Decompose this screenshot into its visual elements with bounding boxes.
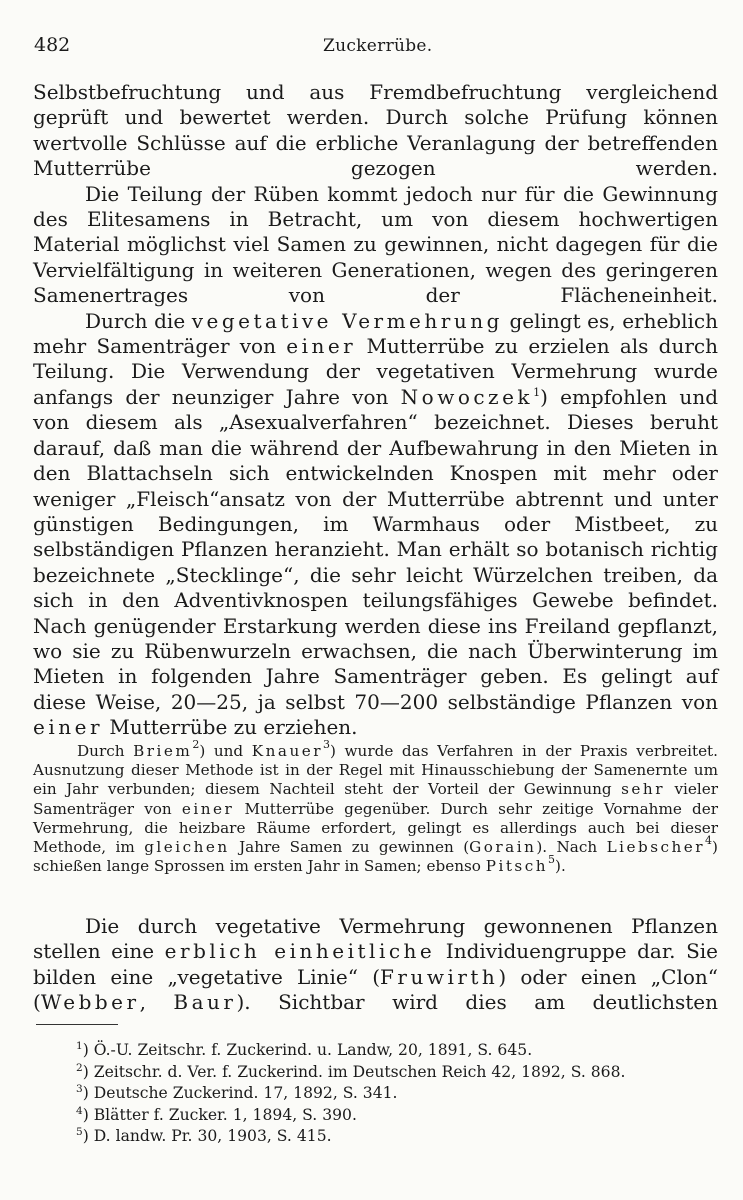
author-name: Pitsch xyxy=(485,857,549,876)
footnote-number: 5 xyxy=(76,1126,83,1139)
footnote-number: 4 xyxy=(76,1104,83,1117)
p3-emphasis: einer xyxy=(33,715,104,740)
footnote-text: ) D. landw. Pr. 30, 1903, S. 415. xyxy=(82,1127,332,1146)
small-text: ) wurde das Verfahren in der Praxis verbreitet. Ausnutzung dieser Methode ist in der Regel mit Hinausschiebung der Samenernte um ein Jahr verbunden; diesem Nachteil steht der Vorteil der Gewinnung xyxy=(33,742,718,799)
small-text: ). Nach xyxy=(536,838,607,857)
p4-text: Individuengruppe dar. Sie bilden eine „vegetative Linie“ ( xyxy=(33,939,719,989)
footnote-2 xyxy=(76,1062,716,1084)
small-text: ). xyxy=(555,857,566,876)
paragraph-2: Die Teilung der Rüben kommt jedoch nur für die Gewinnung des Elitesamens in Betracht, um von diesem hochwertigen Material möglichst viel Samen zu gewinnen, nicht dagegen für die Vervielfältigung in weiteren Generationen, wegen des geringeren Samenertrages von der Flächeneinheit. xyxy=(33,181,718,308)
footnote-number: 2 xyxy=(76,1061,83,1074)
footnote-rule xyxy=(36,1024,118,1025)
paragraph-4 xyxy=(33,914,718,1016)
footnote-ref: 2 xyxy=(192,738,200,751)
small-text: Mutterrübe gegenüber. Durch sehr zeitige Vornahme der Vermehrung, die heizbare Räume erfordert, gelingt es allerdings auch bei dieser Methode, im xyxy=(33,799,718,857)
author-name: Webber xyxy=(40,990,140,1015)
small-print-paragraph xyxy=(33,738,718,876)
footnote-text: ) Deutsche Zuckerind. 17, 1892, S. 341. xyxy=(82,1084,398,1103)
p3-emphasis: vegetative Vermehrung xyxy=(191,308,503,333)
footnote-5 xyxy=(76,1126,716,1148)
p4-text: ) oder einen „Clon“ ( xyxy=(33,964,718,1015)
emphasis: einer xyxy=(181,799,235,818)
small-text: Jahre Samen zu gewinnen ( xyxy=(229,838,470,857)
footnote-number: 1 xyxy=(76,1040,83,1052)
small-paragraph xyxy=(33,738,718,876)
running-head: Zuckerrübe. xyxy=(323,36,433,56)
footnote-ref: 5 xyxy=(548,853,556,867)
author-name: Liebscher xyxy=(606,838,706,857)
footnote-ref: 1 xyxy=(533,385,541,399)
p4-text: Die durch vegetative Vermehrung gewonnenen Pflanzen stellen eine xyxy=(33,914,718,964)
emphasis: sehr xyxy=(621,780,665,799)
page-number: 482 xyxy=(34,34,71,56)
small-text: ) schießen lange Sprossen im ersten Jahr in Samen; ebenso xyxy=(33,838,718,876)
author-name: Fruwirth xyxy=(380,964,499,989)
footnote-number: 3 xyxy=(76,1083,83,1096)
continuation-text xyxy=(33,914,718,1016)
p3-text: ) empfohlen und von diesem als „Asexualverfahren“ bezeichnet. Dieses beruht darauf, daß man die während der Aufbewahrung in den Mieten in den Blattachseln sich entwickelnden Knospen mit mehr oder weniger „Fleisch“ansatz von der Mutterrübe abtrennt und unter günstigen Bedingungen, im Warmhaus oder Mistbeet, zu selbständigen Pflanzen heranzieht. Man erhält so botanisch richtig bezeichnete „Stecklinge“, die sehr leicht Würzelchen treiben, da sich in den Adventivknospen teilungsfähiges Gewebe befindet. Nach genügender Erstarkung werden diese ins Freiland gepflanzt, wo sie zu Rübenwurzeln erwachsen, die nach Überwinterung im Mieten in folgenden Jahre Samenträger geben. Es gelingt auf diese Weise, 20—25, ja selbst 70—200 selbständige Pflanzen von xyxy=(33,384,718,714)
small-text: vieler Samenträger von xyxy=(33,780,718,818)
footnotes xyxy=(76,1040,716,1148)
author-name: Gorain xyxy=(469,838,537,857)
footnote-text: ) Blätter f. Zucker. 1, 1894, S. 390. xyxy=(82,1105,357,1124)
p3-text: Durch die xyxy=(85,308,192,333)
footnote-1 xyxy=(76,1040,716,1062)
p3-text: Mutterrübe zu erzielen als durch Teilung. Die Verwendung der vegetativen Vermehrung wurde anfangs der neunziger Jahre von xyxy=(33,334,718,409)
main-text xyxy=(33,80,718,741)
p3-text: Mutterrübe zu erziehen. xyxy=(103,715,358,740)
p3-text: gelingt es, erheblich mehr Samenträger von xyxy=(33,308,718,359)
small-text: Durch xyxy=(77,742,134,760)
small-text: ) und xyxy=(199,742,252,760)
footnote-text: ) Ö.-U. Zeitschr. f. Zuckerind. u. Landw, 20, 1891, S. 645. xyxy=(82,1041,533,1059)
author-name: Nowoczek xyxy=(400,384,534,409)
paragraph-3 xyxy=(33,309,718,741)
footnote-ref: 3 xyxy=(323,738,330,751)
paragraph-1: Selbstbefruchtung und aus Fremdbefruchtung vergleichend geprüft und bewertet werden. Durch solche Prüfung können wertvolle Schlüsse auf die erbliche Veranlagung der betreffenden Mutterrübe gezogen werden. xyxy=(33,80,718,181)
emphasis: gleichen xyxy=(144,838,230,857)
footnote-3 xyxy=(76,1083,716,1105)
footnote-text: ) Zeitschr. d. Ver. f. Zuckerind. im Deutschen Reich 42, 1892, S. 868. xyxy=(82,1062,626,1081)
p4-emphasis: erblich einheitliche xyxy=(164,939,436,964)
footnote-4 xyxy=(76,1105,716,1127)
p3-emphasis: einer xyxy=(286,334,357,359)
p4-text: , xyxy=(139,990,174,1015)
author-name: Baur xyxy=(173,990,237,1015)
p4-text: ). Sichtbar wird dies am deutlichsten xyxy=(236,990,718,1015)
author-name: Briem xyxy=(133,742,193,760)
author-name: Knauer xyxy=(251,742,323,760)
footnote-ref: 4 xyxy=(705,834,713,848)
